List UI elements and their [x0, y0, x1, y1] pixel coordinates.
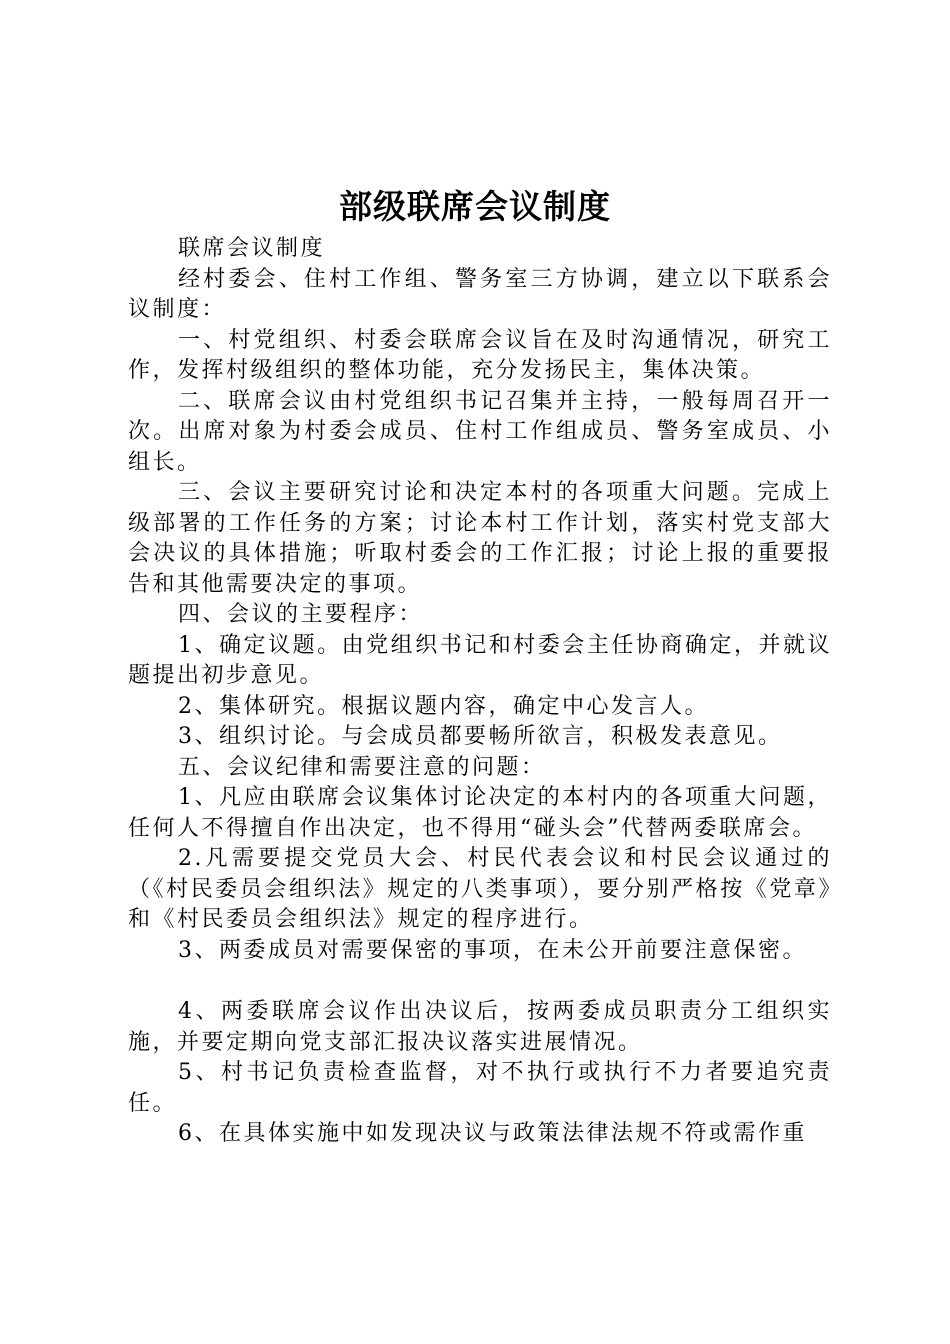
paragraph: 2、集体研究。根据议题内容，确定中心发言人。: [178, 693, 709, 719]
paragraph: 1、凡应由联席会议集体讨论决定的本村内的各项重大问题，任何人不得擅自作出决定，也不得用“碰头会”代替两委联席会。: [128, 785, 832, 841]
document-body: [128, 234, 832, 1150]
paragraph: 二、联席会议由村党组织书记召集并主持，一般每周召开一次。出席对象为村委会成员、住村工作组成员、警务室成员、小组长。: [128, 388, 832, 475]
paragraph: 经村委会、住村工作组、警务室三方协调，建立以下联系会议制度：: [128, 266, 832, 322]
paragraph: 联席会议制度: [178, 236, 326, 261]
paragraph: 三、会议主要研究讨论和决定本村的各项重大问题。完成上级部署的工作任务的方案；讨论本村工作计划，落实村党支部大会决议的具体措施；听取村委会的工作汇报；讨论上报的重要报告和其他需要决定的事项。: [128, 480, 832, 597]
document-title: 部级联席会议制度: [339, 187, 611, 226]
paragraph: 2.凡需要提交党员大会、村民代表会议和村民会议通过的（《村民委员会组织法》规定的八类事项），要分别严格按《党章》和《村民委员会组织法》规定的程序进行。: [128, 846, 832, 932]
paragraph: 五、会议纪律和需要注意的问题：: [178, 754, 546, 780]
paragraph: 一、村党组织、村委会联席会议旨在及时沟通情况，研究工作，发挥村级组织的整体功能，充分发扬民主，集体决策。: [128, 327, 832, 383]
paragraph: 4、两委联席会议作出决议后，按两委成员职责分工组织实施，并要定期向党支部汇报决议落实进展情况。: [128, 999, 832, 1055]
paragraph: 3、组织讨论。与会成员都要畅所欲言，积极发表意见。: [178, 724, 783, 749]
paragraph: 5、村书记负责检查监督，对不执行或执行不力者要追究责任。: [128, 1060, 832, 1116]
paragraph: 1、确定议题。由党组织书记和村委会主任协商确定，并就议题提出初步意见。: [128, 632, 832, 688]
paragraph: 四、会议的主要程序：: [178, 602, 424, 627]
paragraph: 3、两委成员对需要保密的事项，在未公开前要注意保密。: [178, 937, 807, 963]
paragraph: 6、在具体实施中如发现决议与政策法律法规不符或需作重: [178, 1121, 807, 1146]
